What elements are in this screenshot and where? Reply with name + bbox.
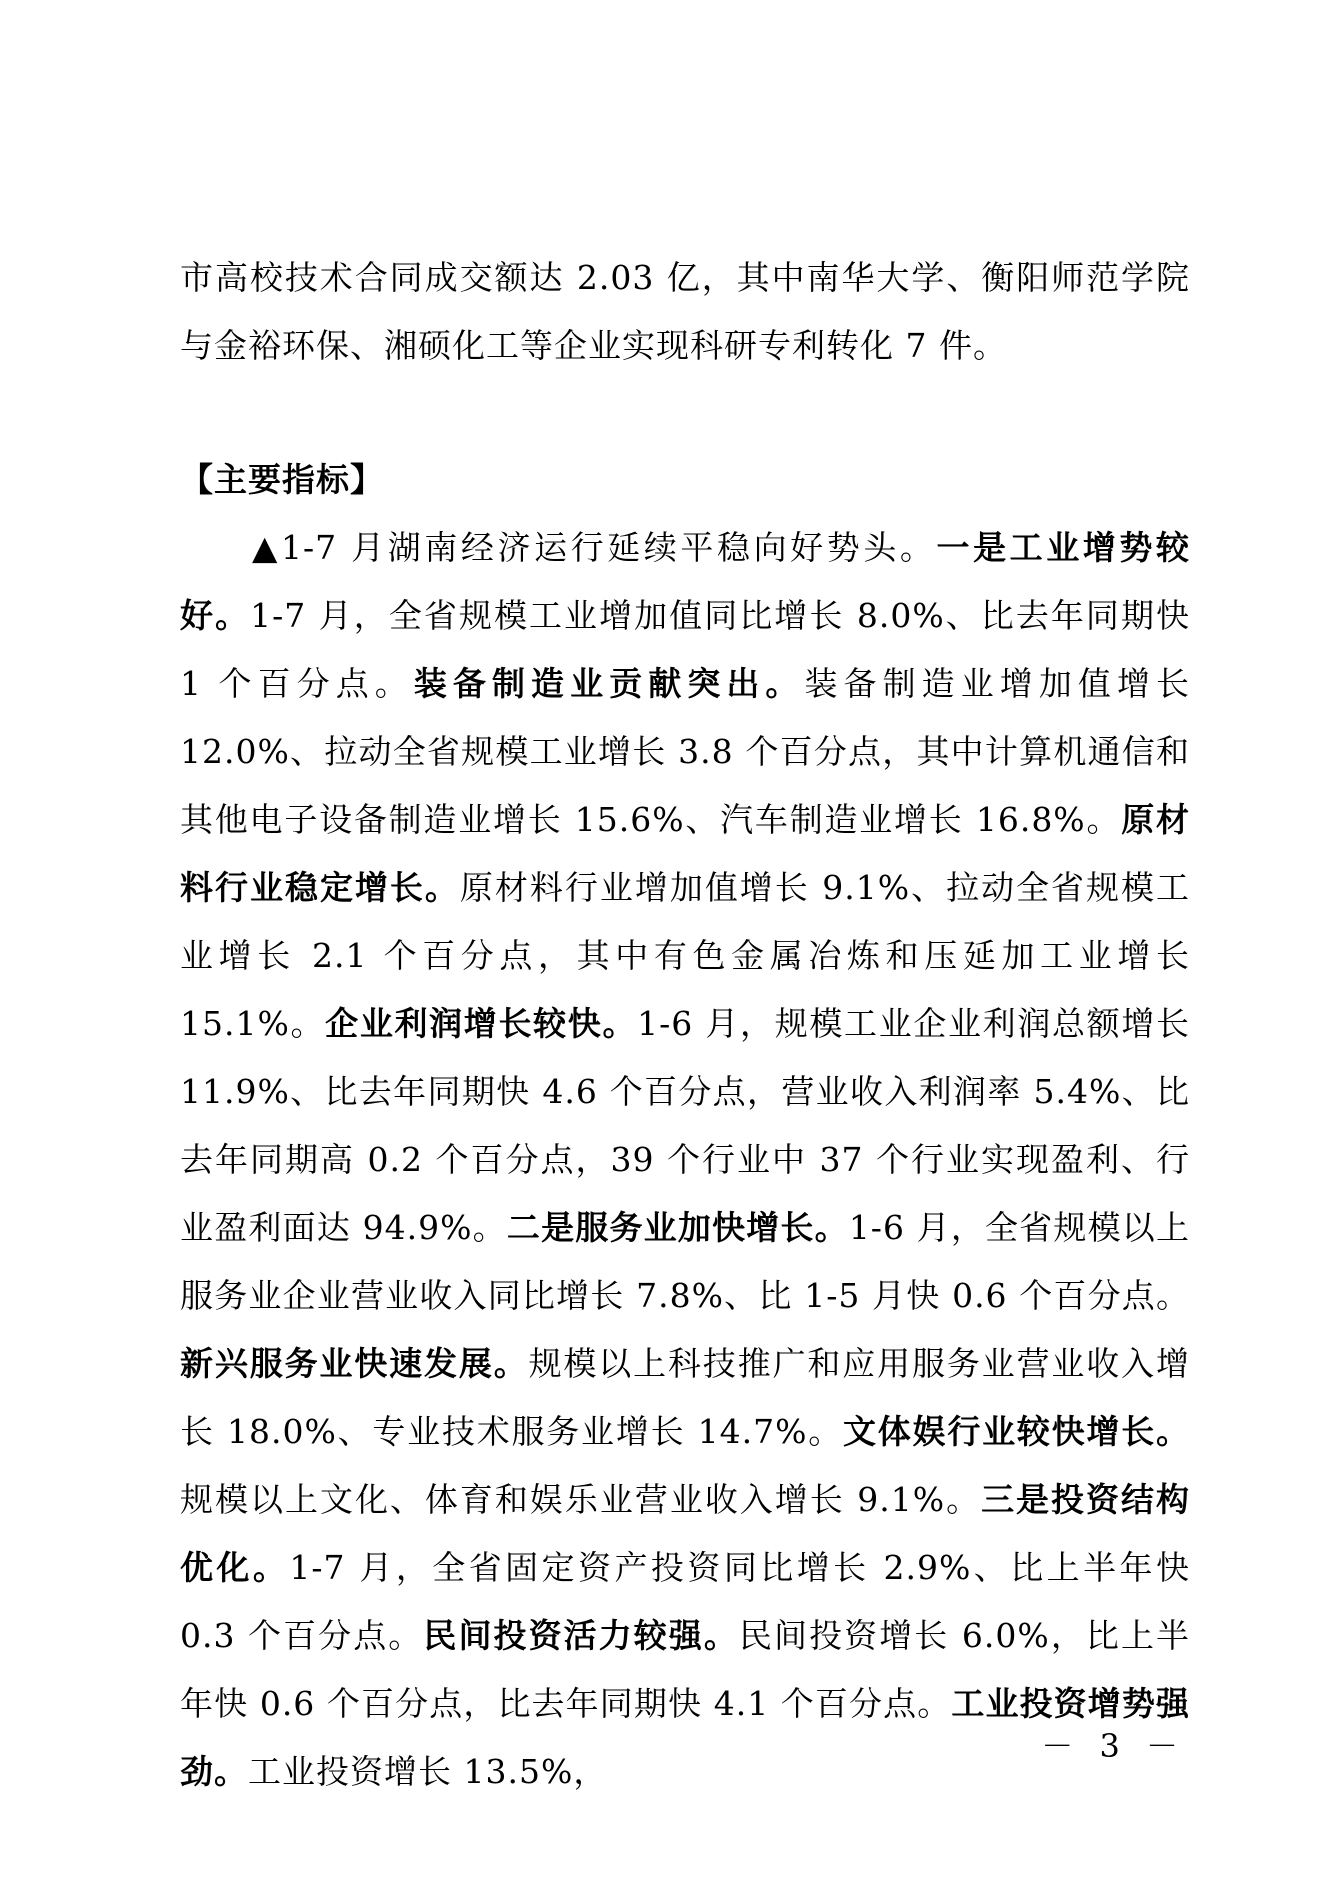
paragraph-segment: 原材料行业增加值增长 9.1%、拉动全省规模工业增长 2.1 个百分点，其中有色金属冶炼和压延加工业增长 15.1%。 — [180, 868, 1191, 1043]
paragraph-segment: 装备制造业增加值增长 12.0%、拉动全省规模工业增长 3.8 个百分点，其中计算机通信和其他电子设备制造业增长 15.6%、汽车制造业增长 16.8%。 — [180, 664, 1191, 839]
bold-heading-services: 二是服务业加快增长。 — [506, 1208, 849, 1247]
paragraph-segment: 规模以上文化、体育和娱乐业营业收入增长 9.1%。 — [180, 1480, 982, 1519]
page-number: － 3 － — [1041, 1727, 1186, 1765]
paragraph-segment: 规模以上科技推广和应用服务业营业收入增长 18.0%、专业技术服务业增长 14.7%。 — [180, 1344, 1191, 1451]
bold-heading-private-investment: 民间投资活力较强。 — [423, 1616, 739, 1655]
paragraph-segment: 民间投资增长 6.0%，比上半年快 0.6 个百分点，比去年同期快 4.1 个百分点。 — [180, 1616, 1191, 1723]
bold-heading-industry: 一是工业增势较好。 — [180, 528, 1190, 635]
bold-heading-new-services: 新兴服务业快速发展。 — [180, 1344, 529, 1383]
main-indicators-paragraph — [180, 514, 1190, 1806]
paragraph-segment: 工业投资增长 13.5%， — [248, 1752, 608, 1791]
paragraph-segment: 1-6 月，规模工业企业利润总额增长 11.9%、比去年同期快 4.6 个百分点，营业收入利润率 5.4%、比去年同期高 0.2 个百分点，39 个行业中 37 个行业实现盈利、行业盈利面达 94.9%。 — [180, 1004, 1190, 1247]
bold-heading-equipment: 装备制造业贡献突出。 — [413, 664, 805, 703]
paragraph-segment: 1-7 月，全省规模工业增加值同比增长 8.0%、比去年同期快 1 个百分点。 — [180, 596, 1191, 703]
bold-heading-investment: 三是投资结构优化。 — [180, 1480, 1191, 1587]
paragraph-segment: 1-6 月，全省规模以上服务业企业营业收入同比增长 7.8%、比 1-5 月快 0.6 个百分点。 — [180, 1208, 1190, 1315]
bold-heading-raw-materials: 原材料行业稳定增长。 — [180, 800, 1190, 907]
intro-paragraph: 市高校技术合同成交额达 2.03 亿，其中南华大学、衡阳师范学院与金裕环保、湘硕化工等企业实现科研专利转化 7 件。 — [180, 258, 1190, 365]
paragraph-segment: ▲1-7 月湖南经济运行延续平稳向好势头。 — [252, 528, 937, 567]
bold-heading-entertainment: 文体娱行业较快增长。 — [843, 1412, 1190, 1451]
section-heading: 【主要指标】 — [180, 460, 384, 499]
bold-heading-industrial-investment: 工业投资增势强劲。 — [180, 1684, 1191, 1791]
paragraph-segment: 1-7 月，全省固定资产投资同比增长 2.9%、比上半年快 0.3 个百分点。 — [180, 1548, 1190, 1655]
bold-heading-profits: 企业利润增长较快。 — [325, 1004, 638, 1043]
